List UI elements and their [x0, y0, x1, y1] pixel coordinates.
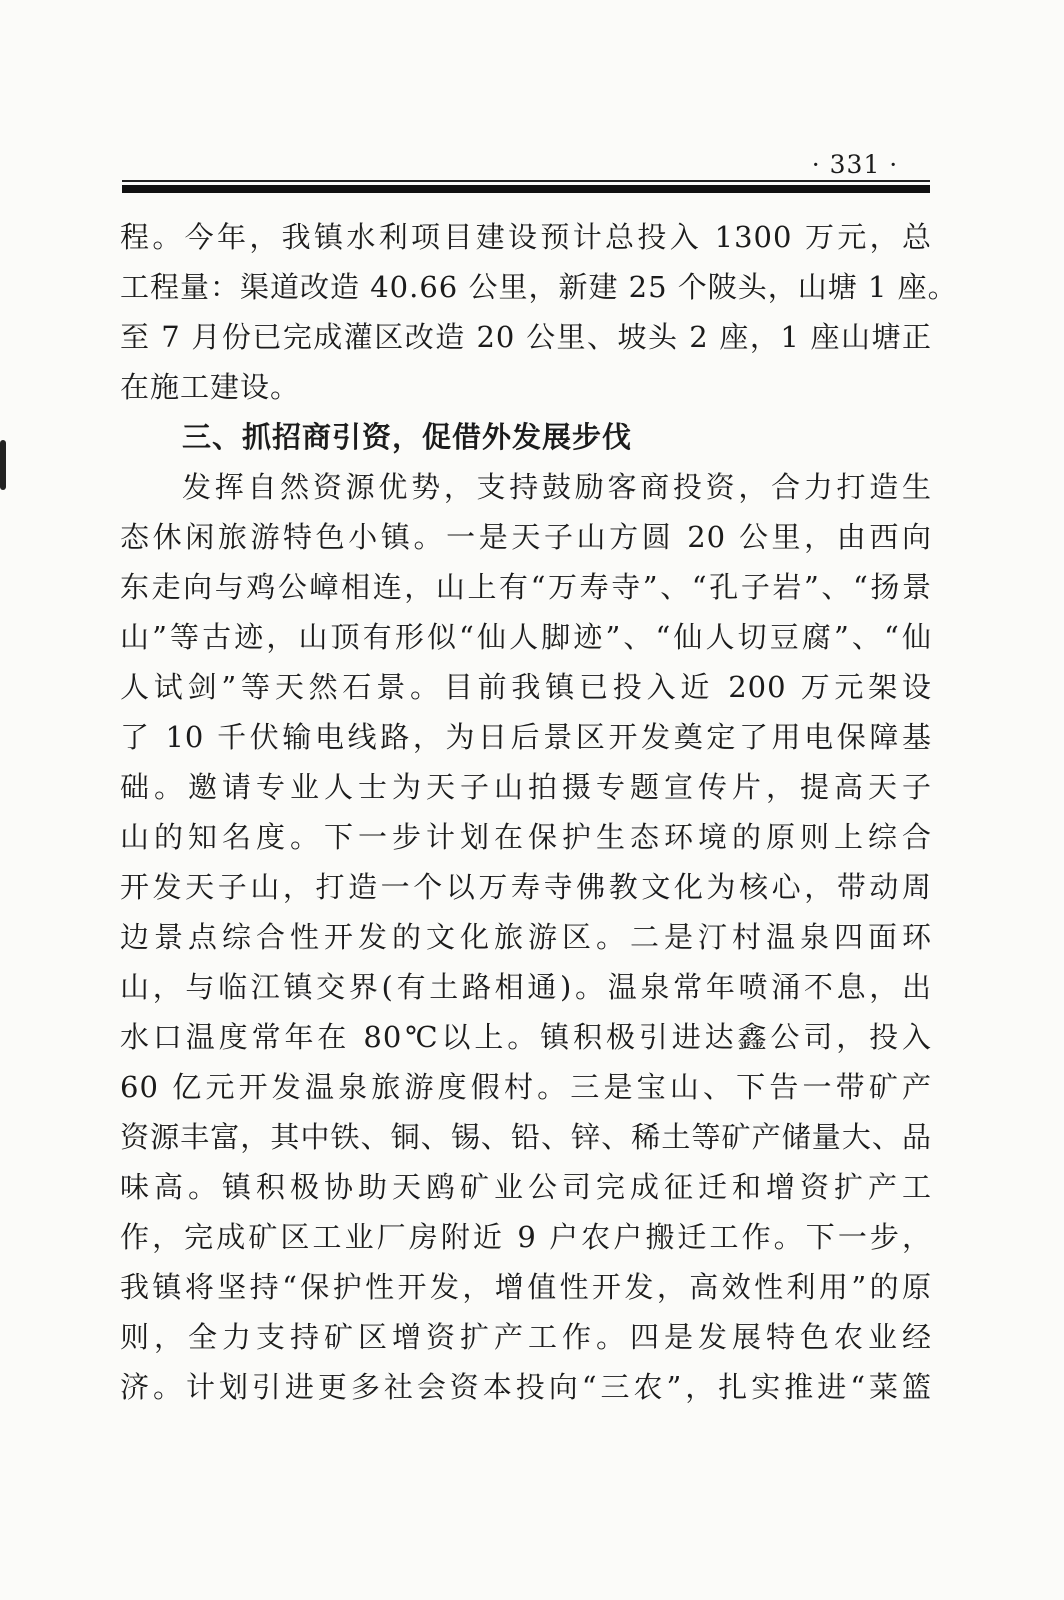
text-line: 础。邀请专业人士为天子山拍摄专题宣传片，提高天子 — [120, 770, 932, 804]
text-line: 至 7 月份已完成灌区改造 20 公里、坡头 2 座，1 座山塘正 — [120, 320, 932, 354]
text-line: 态休闲旅游特色小镇。一是天子山方圆 20 公里，由西向 — [120, 520, 932, 554]
text-line: 程。今年，我镇水利项目建设预计总投入 1300 万元，总 — [120, 220, 932, 254]
text-line: 60 亿元开发温泉旅游度假村。三是宝山、下告一带矿产 — [120, 1070, 932, 1104]
text-line: 东走向与鸡公嶂相连，山上有“万寿寺”、“孔子岩”、“扬景 — [120, 570, 932, 604]
header-rule-thick — [122, 185, 930, 193]
header-rule-thin — [122, 180, 930, 182]
text-line: 山的知名度。下一步计划在保护生态环境的原则上综合 — [120, 820, 932, 854]
text-line: 山，与临江镇交界(有土路相通)。温泉常年喷涌不息，出 — [120, 970, 932, 1004]
text-line: 味高。镇积极协助天鸥矿业公司完成征迁和增资扩产工 — [120, 1170, 932, 1204]
text-line: 水口温度常年在 80℃以上。镇积极引进达鑫公司，投入 — [120, 1020, 932, 1054]
text-line: 济。计划引进更多社会资本投向“三农”，扎实推进“菜篮 — [120, 1370, 932, 1404]
text-line: 我镇将坚持“保护性开发，增值性开发，高效性利用”的原 — [120, 1270, 932, 1304]
section-heading: 三、抓招商引资，促借外发展步伐 — [182, 420, 633, 454]
text-line: 人试剑”等天然石景。目前我镇已投入近 200 万元架设 — [120, 670, 932, 704]
text-line: 开发天子山，打造一个以万寿寺佛教文化为核心，带动周 — [120, 870, 932, 904]
text-line: 了 10 千伏输电线路，为日后景区开发奠定了用电保障基 — [120, 720, 932, 754]
text-line: 山”等古迹，山顶有形似“仙人脚迹”、“仙人切豆腐”、“仙 — [120, 620, 932, 654]
text-line: 边景点综合性开发的文化旅游区。二是汀村温泉四面环 — [120, 920, 932, 954]
text-line: 则，全力支持矿区增资扩产工作。四是发展特色农业经 — [120, 1320, 932, 1354]
text-line: 发挥自然资源优势，支持鼓励客商投资，合力打造生 — [182, 470, 932, 504]
text-line: 工程量：渠道改造 40.66 公里，新建 25 个陂头，山塘 1 座。 — [120, 270, 958, 304]
text-line: 作，完成矿区工业厂房附近 9 户农户搬迁工作。下一步， — [120, 1220, 932, 1254]
text-line: 资源丰富，其中铁、铜、锡、铅、锌、稀土等矿产储量大、品 — [120, 1120, 932, 1154]
body-text — [120, 212, 958, 1412]
page-number: · 331 · — [811, 150, 899, 179]
scan-edge-mark — [0, 440, 6, 490]
text-line: 在施工建设。 — [120, 370, 301, 404]
